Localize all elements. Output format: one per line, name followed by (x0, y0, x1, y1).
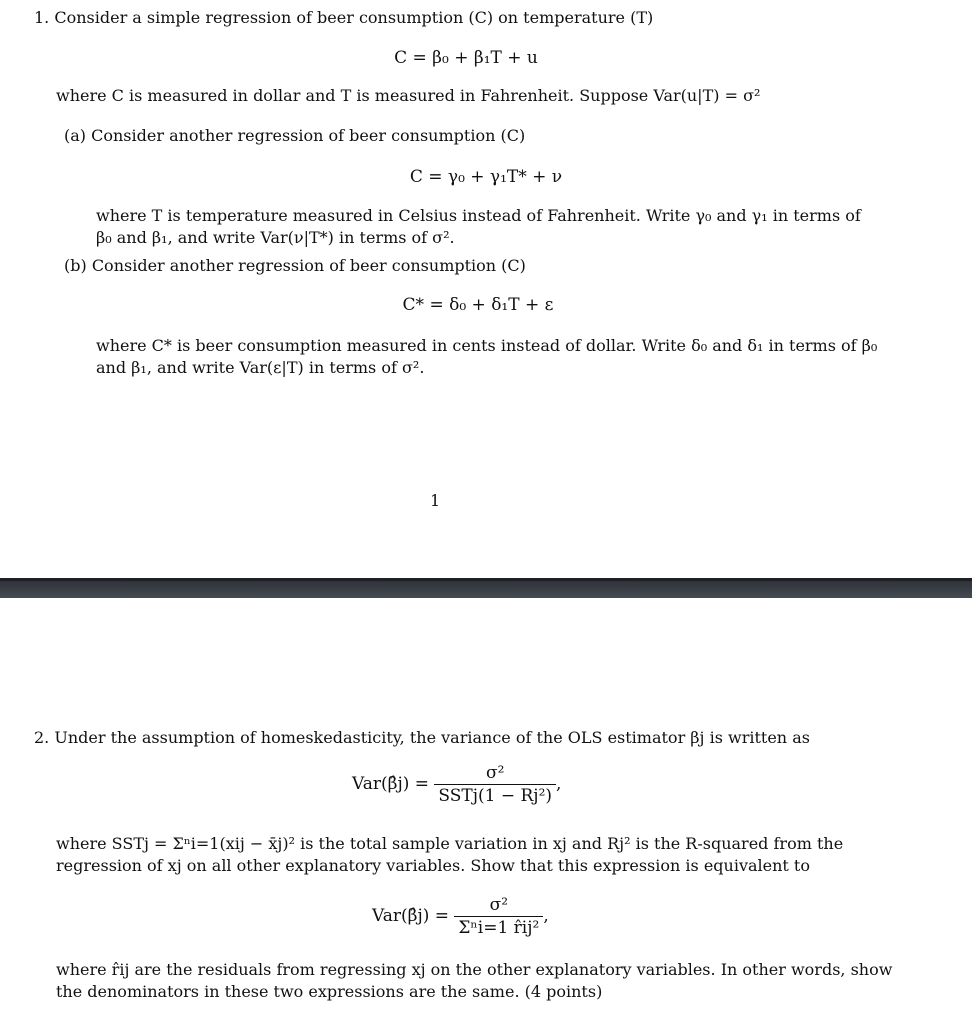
equation-1-numerator: σ² (434, 762, 556, 785)
part-a-line-2: β₀ and β₁, and write Var(ν|T*) in terms of σ². (96, 228, 455, 247)
ending-line-1: where r̂ij are the residuals from regressing xj on the other explanatory variables. In other words, show (56, 960, 893, 979)
equation-2-denominator: Σⁿi=1 r̂ij² (458, 918, 540, 938)
equation-2-tail: , (543, 906, 549, 926)
question-1-where: where C is measured in dollar and T is measured in Fahrenheit. Suppose Var(u|T) = σ² (56, 86, 761, 105)
ending-line-2: the denominators in these two expressions are the same. (4 points) (56, 982, 603, 1001)
equation-2-fraction (454, 894, 543, 939)
part-a-line-1: where T is temperature measured in Celsius instead of Fahrenheit. Write γ₀ and γ₁ in terms of (96, 206, 861, 225)
part-b-line-2: and β₁, and write Var(ε|T) in terms of σ². (96, 358, 425, 377)
middle-line-1: where SSTj = Σⁿi=1(xij − x̄j)² is the total sample variation in xj and Rj² is the R-squared from the (56, 834, 844, 853)
equation-1-lhs: Var(β̂j) = (352, 774, 429, 794)
equation-1-denominator: SSTj(1 − Rj²) (438, 786, 553, 806)
question-2-intro: 2. Under the assumption of homeskedasticity, the variance of the OLS estimator βj is written as (34, 728, 810, 747)
middle-line-2: regression of xj on all other explanatory variables. Show that this expression is equivalent to (56, 856, 810, 875)
part-b-label: (b) Consider another regression of beer consumption (C) (64, 256, 526, 275)
part-b-line-1: where C* is beer consumption measured in cents instead of dollar. Write δ₀ and δ₁ in terms of β₀ (96, 336, 878, 355)
equation-1-fraction (434, 762, 556, 807)
equation-main: C = β₀ + β₁T + u (394, 48, 538, 68)
equation-variance-1 (352, 762, 632, 807)
equation-2-lhs: Var(β̂j) = (372, 906, 449, 926)
equation-1-tail: , (556, 774, 562, 794)
question-1-intro: 1. Consider a simple regression of beer consumption (C) on temperature (T) (34, 8, 654, 27)
part-a-label: (a) Consider another regression of beer consumption (C) (64, 126, 526, 145)
equation-b: C* = δ₀ + δ₁T + ε (402, 295, 554, 315)
equation-2-numerator: σ² (454, 894, 543, 917)
page-2 (0, 598, 972, 1024)
equation-variance-2 (372, 894, 632, 939)
page-divider (0, 578, 972, 598)
equation-a: C = γ₀ + γ₁T* + ν (409, 167, 563, 187)
page-number: 1 (430, 491, 441, 510)
